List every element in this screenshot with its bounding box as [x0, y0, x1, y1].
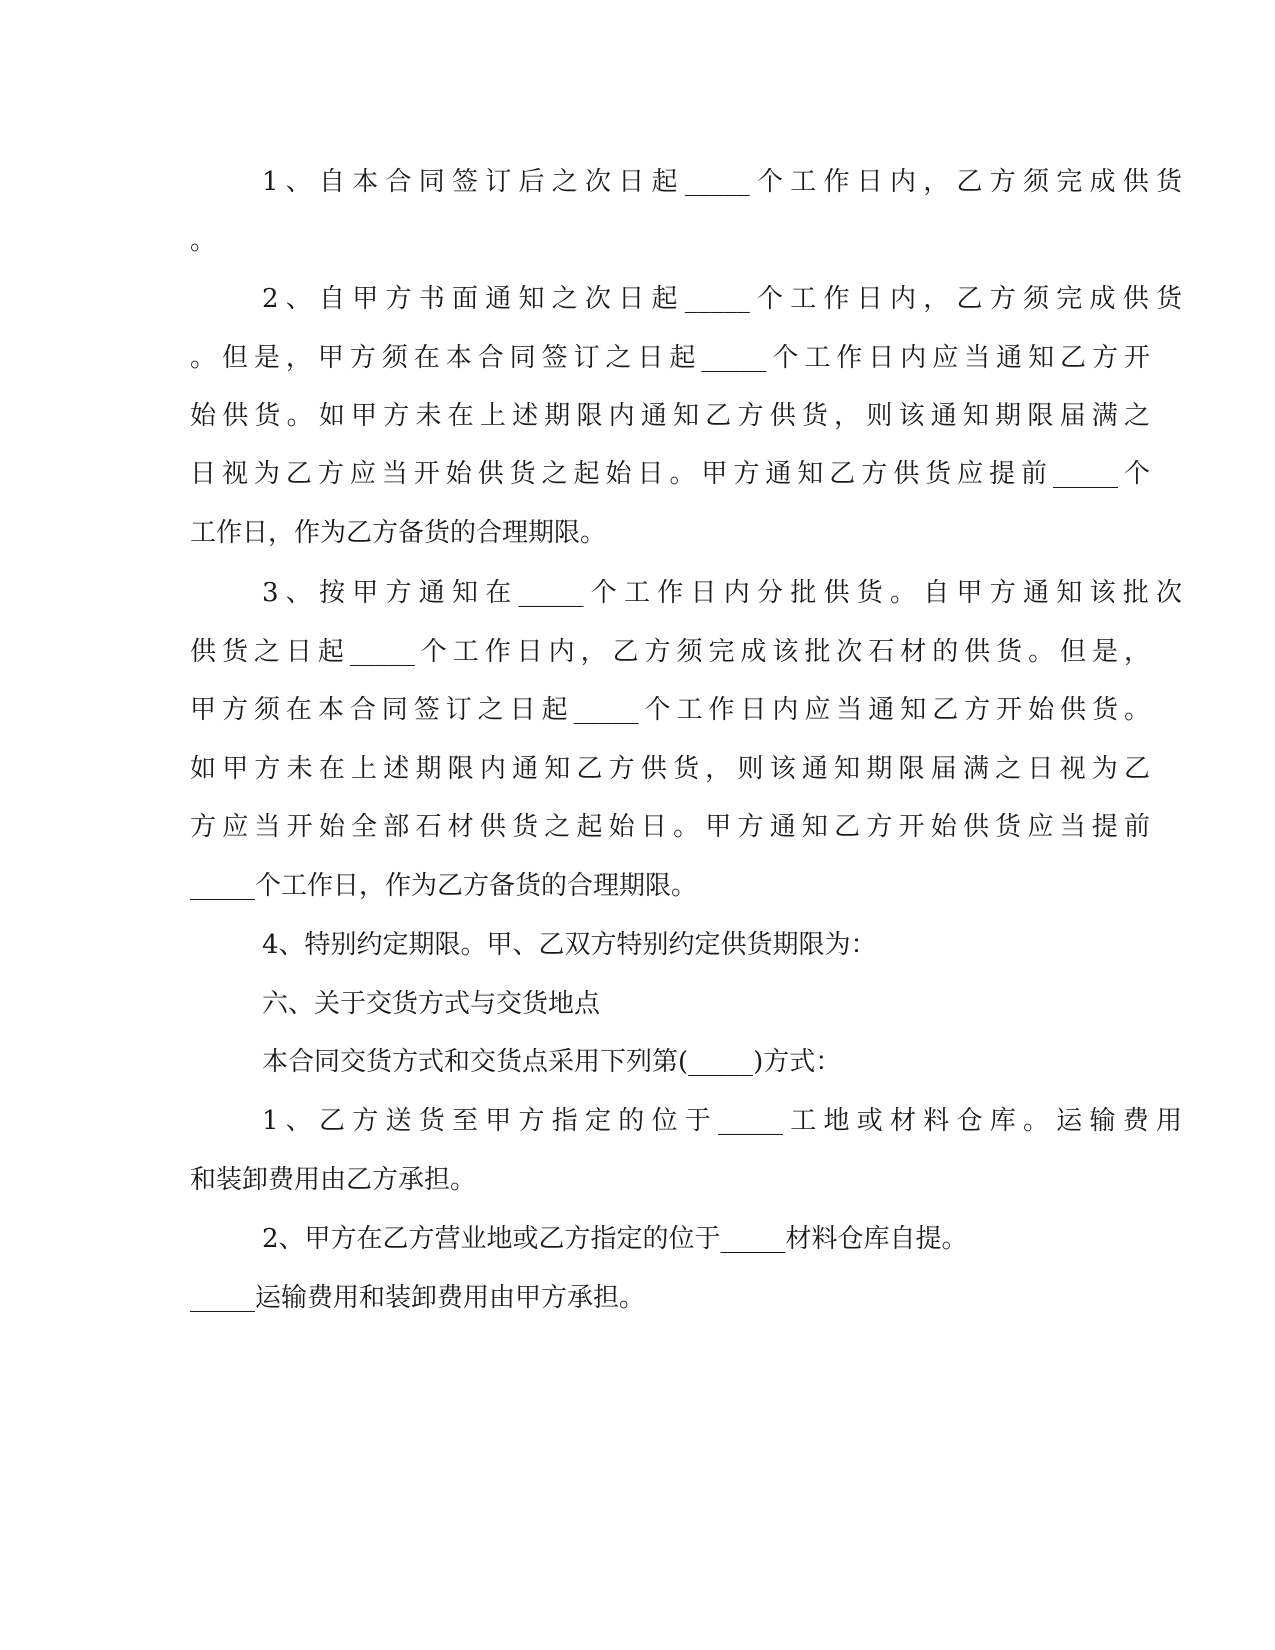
clause-3-line-6: _____个工作日，作为乙方备货的合理期限。: [190, 871, 698, 901]
clause-3-line-5: 方应当开始全部石材供货之起始日。甲方通知乙方开始供货应当提前: [190, 812, 1150, 842]
clause-1-line-2: 。: [190, 226, 217, 256]
clause-3-line-2: 供货之日起_____个工作日内，乙方须完成该批次石材的供货。但是，: [190, 637, 1150, 667]
section-6-heading: 六、关于交货方式与交货地点: [262, 989, 601, 1019]
delivery-method-intro: 本合同交货方式和交货点采用下列第(_____)方式：: [262, 1047, 842, 1077]
clause-4-line-1: 4、特别约定期限。甲、乙双方特别约定供货期限为：: [262, 930, 877, 960]
clause-2-line-3: 始供货。如甲方未在上述期限内通知乙方供货，则该通知期限届满之: [190, 401, 1150, 431]
delivery-option-2-line-1: 2、甲方在乙方营业地或乙方指定的位于_____材料仓库自提。: [262, 1224, 968, 1254]
clause-2-line-2: 。但是，甲方须在本合同签订之日起_____个工作日内应当通知乙方开: [190, 343, 1150, 373]
clause-3-line-1: 3、按甲方通知在_____个工作日内分批供货。自甲方通知该批次: [262, 578, 1182, 608]
clause-1-line-1: 1、自本合同签订后之次日起_____个工作日内，乙方须完成供货: [262, 167, 1182, 197]
delivery-option-1-line-1: 1、乙方送货至甲方指定的位于_____工地或材料仓库。运输费用: [262, 1106, 1182, 1136]
clause-2-line-4: 日视为乙方应当开始供货之起始日。甲方通知乙方供货应提前_____个: [190, 459, 1150, 489]
clause-3-line-4: 如甲方未在上述期限内通知乙方供货，则该通知期限届满之日视为乙: [190, 754, 1150, 784]
delivery-option-2-line-2: _____运输费用和装卸费用由甲方承担。: [190, 1283, 646, 1313]
clause-2-line-5: 工作日，作为乙方备货的合理期限。: [190, 518, 607, 548]
clause-2-line-1: 2、自甲方书面通知之次日起_____个工作日内，乙方须完成供货: [262, 284, 1182, 314]
delivery-option-1-line-2: 和装卸费用由乙方承担。: [190, 1165, 477, 1195]
clause-3-line-3: 甲方须在本合同签订之日起_____个工作日内应当通知乙方开始供货。: [190, 695, 1150, 725]
